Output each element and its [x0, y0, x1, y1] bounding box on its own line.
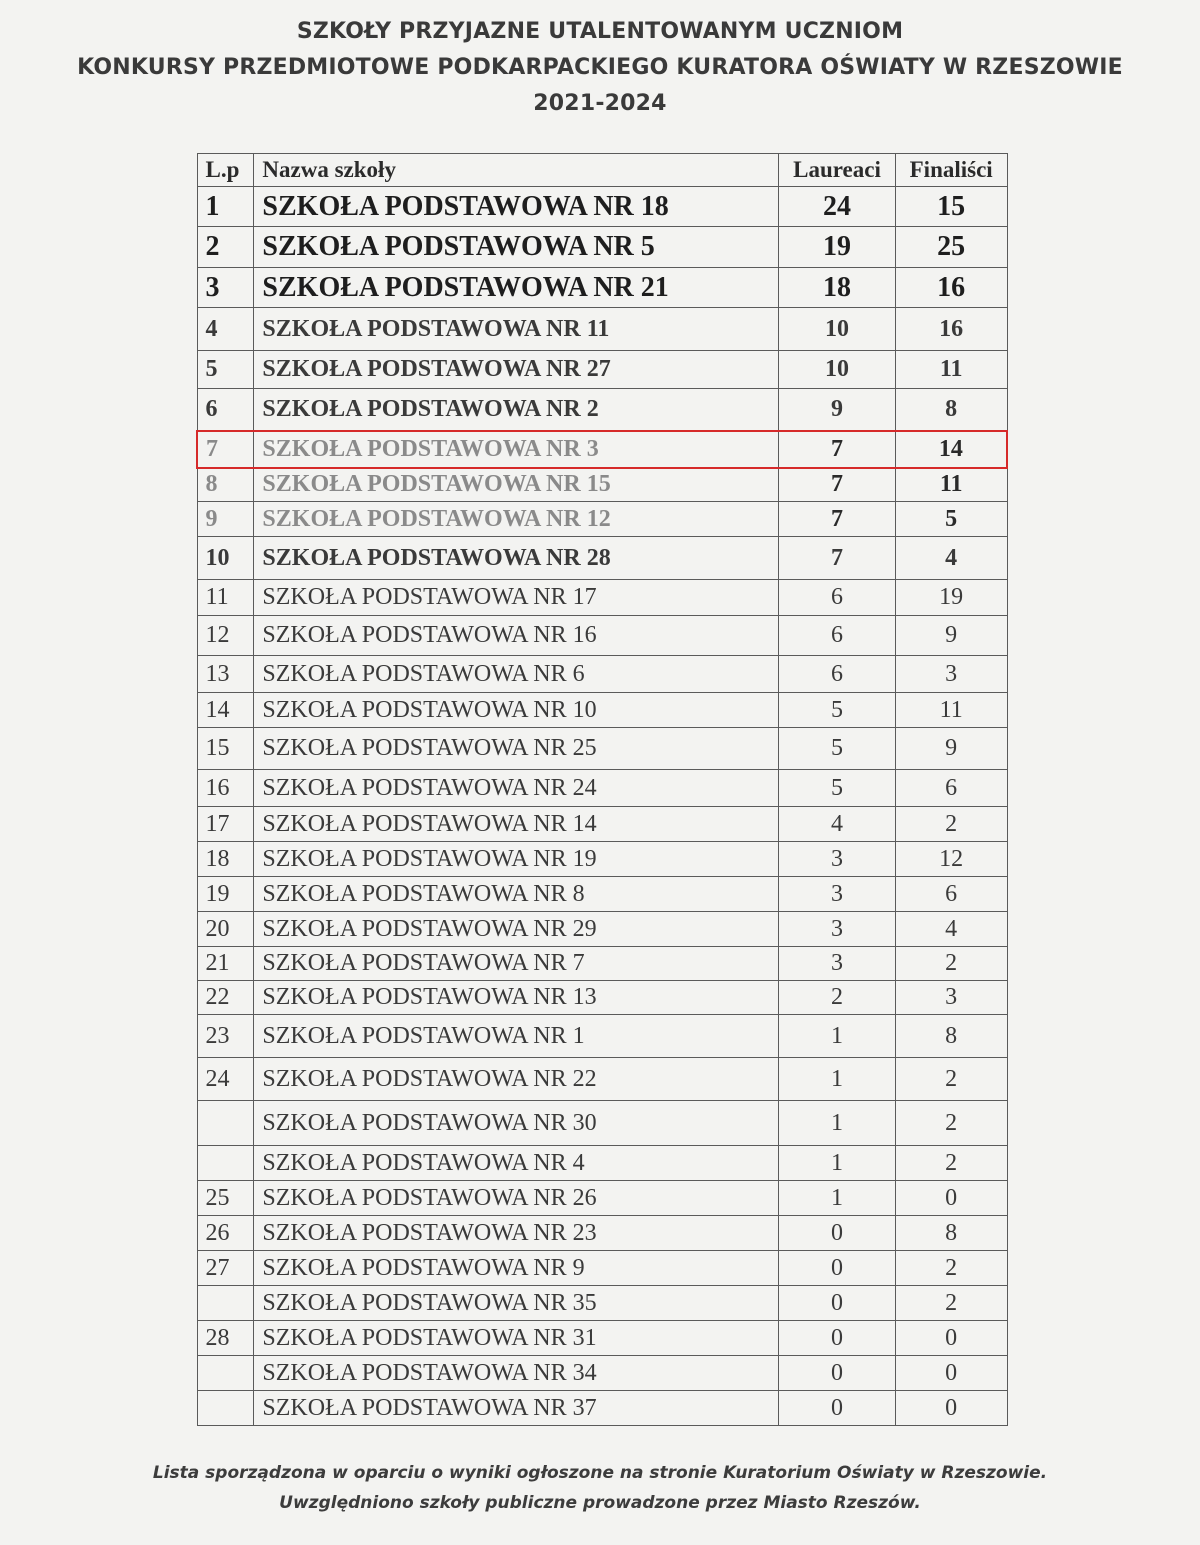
- header-lp: L.p: [197, 154, 254, 187]
- cell-school-name: SZKOŁA PODSTAWOWA NR 19: [254, 842, 779, 877]
- cell-lp: 6: [197, 389, 254, 431]
- cell-laureaci: 6: [779, 616, 896, 656]
- cell-school-name: SZKOŁA PODSTAWOWA NR 17: [254, 580, 779, 616]
- cell-lp: 3: [197, 268, 254, 308]
- cell-finalisci: 16: [895, 268, 1007, 308]
- cell-finalisci: 2: [895, 947, 1007, 981]
- cell-laureaci: 2: [779, 981, 896, 1015]
- cell-lp: 1: [197, 187, 254, 227]
- cell-finalisci: 19: [895, 580, 1007, 616]
- table-row: [197, 981, 1007, 1015]
- cell-finalisci: 0: [895, 1391, 1007, 1426]
- cell-school-name: SZKOŁA PODSTAWOWA NR 31: [254, 1321, 779, 1356]
- cell-laureaci: 1: [779, 1146, 896, 1181]
- cell-laureaci: 3: [779, 947, 896, 981]
- cell-laureaci: 1: [779, 1181, 896, 1216]
- table-row: [197, 912, 1007, 947]
- cell-finalisci: 4: [895, 912, 1007, 947]
- cell-laureaci: 1: [779, 1015, 896, 1058]
- table-header-row: [197, 154, 1007, 187]
- cell-finalisci: 8: [895, 1216, 1007, 1251]
- cell-finalisci: 8: [895, 389, 1007, 431]
- table-row: [197, 1286, 1007, 1321]
- cell-laureaci: 1: [779, 1058, 896, 1101]
- cell-laureaci: 0: [779, 1321, 896, 1356]
- table-row: [197, 351, 1007, 389]
- table-row: [197, 537, 1007, 580]
- table-row: [197, 656, 1007, 693]
- cell-lp: 9: [197, 502, 254, 537]
- table-row: [197, 580, 1007, 616]
- cell-lp: 27: [197, 1251, 254, 1286]
- cell-laureaci: 5: [779, 728, 896, 770]
- footer-line-1: Lista sporządzona w oparciu o wyniki ogłoszone na stronie Kuratorium Oświaty w Rzeszowie.: [152, 1463, 1048, 1483]
- cell-laureaci: 10: [779, 308, 896, 351]
- cell-finalisci: 2: [895, 807, 1007, 842]
- cell-lp: 14: [197, 693, 254, 728]
- cell-lp: 19: [197, 877, 254, 912]
- header-finalisci: Finaliści: [895, 154, 1007, 187]
- cell-lp: 16: [197, 770, 254, 807]
- cell-laureaci: 9: [779, 389, 896, 431]
- cell-finalisci: 2: [895, 1058, 1007, 1101]
- cell-school-name: SZKOŁA PODSTAWOWA NR 15: [254, 468, 779, 502]
- ranking-table: [196, 153, 1008, 1426]
- document-footer: [0, 1458, 1200, 1518]
- cell-school-name: SZKOŁA PODSTAWOWA NR 7: [254, 947, 779, 981]
- cell-laureaci: 6: [779, 656, 896, 693]
- header-name: Nazwa szkoły: [254, 154, 779, 187]
- cell-laureaci: 7: [779, 502, 896, 537]
- cell-laureaci: 5: [779, 693, 896, 728]
- cell-laureaci: 0: [779, 1391, 896, 1426]
- cell-laureaci: 7: [779, 537, 896, 580]
- cell-school-name: SZKOŁA PODSTAWOWA NR 22: [254, 1058, 779, 1101]
- cell-laureaci: 18: [779, 268, 896, 308]
- cell-lp: 18: [197, 842, 254, 877]
- cell-school-name: SZKOŁA PODSTAWOWA NR 30: [254, 1101, 779, 1146]
- cell-laureaci: 3: [779, 912, 896, 947]
- cell-school-name: SZKOŁA PODSTAWOWA NR 23: [254, 1216, 779, 1251]
- cell-lp: 2: [197, 227, 254, 268]
- cell-lp: 7: [197, 431, 254, 468]
- cell-finalisci: 25: [895, 227, 1007, 268]
- table-row: [197, 1101, 1007, 1146]
- table-row: [197, 616, 1007, 656]
- table-row: [197, 389, 1007, 431]
- cell-lp: [197, 1146, 254, 1181]
- cell-school-name: SZKOŁA PODSTAWOWA NR 37: [254, 1391, 779, 1426]
- table-body: [197, 187, 1007, 1426]
- cell-laureaci: 0: [779, 1286, 896, 1321]
- cell-finalisci: 3: [895, 656, 1007, 693]
- cell-finalisci: 0: [895, 1356, 1007, 1391]
- cell-lp: 5: [197, 351, 254, 389]
- cell-laureaci: 3: [779, 842, 896, 877]
- cell-lp: 4: [197, 308, 254, 351]
- table-row: [197, 1356, 1007, 1391]
- cell-school-name: SZKOŁA PODSTAWOWA NR 27: [254, 351, 779, 389]
- cell-laureaci: 7: [779, 431, 896, 468]
- cell-school-name: SZKOŁA PODSTAWOWA NR 11: [254, 308, 779, 351]
- table-row-highlighted: [197, 431, 1007, 468]
- table-row: [197, 1391, 1007, 1426]
- cell-school-name: SZKOŁA PODSTAWOWA NR 25: [254, 728, 779, 770]
- cell-lp: 24: [197, 1058, 254, 1101]
- cell-laureaci: 1: [779, 1101, 896, 1146]
- table-row: [197, 1146, 1007, 1181]
- cell-lp: 12: [197, 616, 254, 656]
- table-row: [197, 308, 1007, 351]
- cell-finalisci: 5: [895, 502, 1007, 537]
- cell-finalisci: 3: [895, 981, 1007, 1015]
- table-row: [197, 502, 1007, 537]
- table-row: [197, 1216, 1007, 1251]
- table-row: [197, 268, 1007, 308]
- table-row: [197, 1015, 1007, 1058]
- cell-school-name: SZKOŁA PODSTAWOWA NR 26: [254, 1181, 779, 1216]
- table-row: [197, 1321, 1007, 1356]
- cell-laureaci: 0: [779, 1251, 896, 1286]
- cell-school-name: SZKOŁA PODSTAWOWA NR 29: [254, 912, 779, 947]
- cell-school-name: SZKOŁA PODSTAWOWA NR 14: [254, 807, 779, 842]
- cell-finalisci: 0: [895, 1321, 1007, 1356]
- cell-school-name: SZKOŁA PODSTAWOWA NR 28: [254, 537, 779, 580]
- cell-finalisci: 4: [895, 537, 1007, 580]
- cell-school-name: SZKOŁA PODSTAWOWA NR 24: [254, 770, 779, 807]
- table-row: [197, 728, 1007, 770]
- cell-finalisci: 16: [895, 308, 1007, 351]
- table-row: [197, 1181, 1007, 1216]
- table-row: [197, 1058, 1007, 1101]
- cell-lp: 22: [197, 981, 254, 1015]
- cell-lp: 28: [197, 1321, 254, 1356]
- cell-finalisci: 11: [895, 693, 1007, 728]
- cell-finalisci: 2: [895, 1101, 1007, 1146]
- table-row: [197, 842, 1007, 877]
- cell-school-name: SZKOŁA PODSTAWOWA NR 9: [254, 1251, 779, 1286]
- cell-laureaci: 19: [779, 227, 896, 268]
- cell-finalisci: 11: [895, 351, 1007, 389]
- cell-school-name: SZKOŁA PODSTAWOWA NR 5: [254, 227, 779, 268]
- cell-finalisci: 11: [895, 468, 1007, 502]
- cell-laureaci: 3: [779, 877, 896, 912]
- footer-line-2: Uwzględniono szkoły publiczne prowadzone przez Miasto Rzeszów.: [279, 1493, 921, 1513]
- cell-school-name: SZKOŁA PODSTAWOWA NR 18: [254, 187, 779, 227]
- cell-lp: 11: [197, 580, 254, 616]
- table-row: [197, 807, 1007, 842]
- cell-lp: 15: [197, 728, 254, 770]
- cell-laureaci: 7: [779, 468, 896, 502]
- table-row: [197, 877, 1007, 912]
- cell-lp: 17: [197, 807, 254, 842]
- cell-laureaci: 24: [779, 187, 896, 227]
- document-header: [0, 14, 1200, 122]
- cell-school-name: SZKOŁA PODSTAWOWA NR 21: [254, 268, 779, 308]
- cell-school-name: SZKOŁA PODSTAWOWA NR 3: [254, 431, 779, 468]
- cell-lp: 13: [197, 656, 254, 693]
- title-years: 2021-2024: [533, 91, 667, 116]
- cell-laureaci: 0: [779, 1216, 896, 1251]
- header-laureaci: Laureaci: [779, 154, 896, 187]
- cell-laureaci: 4: [779, 807, 896, 842]
- title-line-1: SZKOŁY PRZYJAZNE UTALENTOWANYM UCZNIOM: [296, 19, 904, 44]
- cell-lp: 20: [197, 912, 254, 947]
- cell-school-name: SZKOŁA PODSTAWOWA NR 35: [254, 1286, 779, 1321]
- cell-school-name: SZKOŁA PODSTAWOWA NR 13: [254, 981, 779, 1015]
- ranking-table-container: [196, 153, 1008, 1426]
- cell-laureaci: 0: [779, 1356, 896, 1391]
- cell-finalisci: 12: [895, 842, 1007, 877]
- cell-school-name: SZKOŁA PODSTAWOWA NR 2: [254, 389, 779, 431]
- title-line-2: KONKURSY PRZEDMIOTOWE PODKARPACKIEGO KURATORA OŚWIATY W RZESZOWIE: [77, 55, 1123, 80]
- table-row: [197, 770, 1007, 807]
- cell-school-name: SZKOŁA PODSTAWOWA NR 12: [254, 502, 779, 537]
- table-row: [197, 468, 1007, 502]
- cell-school-name: SZKOŁA PODSTAWOWA NR 1: [254, 1015, 779, 1058]
- table-row: [197, 693, 1007, 728]
- cell-finalisci: 0: [895, 1181, 1007, 1216]
- table-row: [197, 947, 1007, 981]
- cell-lp: [197, 1101, 254, 1146]
- cell-lp: 25: [197, 1181, 254, 1216]
- cell-finalisci: 9: [895, 616, 1007, 656]
- cell-lp: 8: [197, 468, 254, 502]
- cell-finalisci: 2: [895, 1251, 1007, 1286]
- cell-laureaci: 5: [779, 770, 896, 807]
- cell-finalisci: 6: [895, 877, 1007, 912]
- table-row: [197, 1251, 1007, 1286]
- cell-school-name: SZKOŁA PODSTAWOWA NR 10: [254, 693, 779, 728]
- cell-school-name: SZKOŁA PODSTAWOWA NR 34: [254, 1356, 779, 1391]
- cell-finalisci: 8: [895, 1015, 1007, 1058]
- cell-finalisci: 14: [895, 431, 1007, 468]
- cell-finalisci: 9: [895, 728, 1007, 770]
- table-row: [197, 227, 1007, 268]
- cell-lp: [197, 1356, 254, 1391]
- cell-school-name: SZKOŁA PODSTAWOWA NR 4: [254, 1146, 779, 1181]
- cell-laureaci: 10: [779, 351, 896, 389]
- cell-lp: 23: [197, 1015, 254, 1058]
- cell-lp: 21: [197, 947, 254, 981]
- cell-finalisci: 2: [895, 1286, 1007, 1321]
- cell-school-name: SZKOŁA PODSTAWOWA NR 8: [254, 877, 779, 912]
- cell-lp: [197, 1286, 254, 1321]
- table-row: [197, 187, 1007, 227]
- cell-lp: 10: [197, 537, 254, 580]
- cell-school-name: SZKOŁA PODSTAWOWA NR 16: [254, 616, 779, 656]
- cell-lp: 26: [197, 1216, 254, 1251]
- cell-school-name: SZKOŁA PODSTAWOWA NR 6: [254, 656, 779, 693]
- cell-laureaci: 6: [779, 580, 896, 616]
- cell-lp: [197, 1391, 254, 1426]
- cell-finalisci: 6: [895, 770, 1007, 807]
- cell-finalisci: 15: [895, 187, 1007, 227]
- cell-finalisci: 2: [895, 1146, 1007, 1181]
